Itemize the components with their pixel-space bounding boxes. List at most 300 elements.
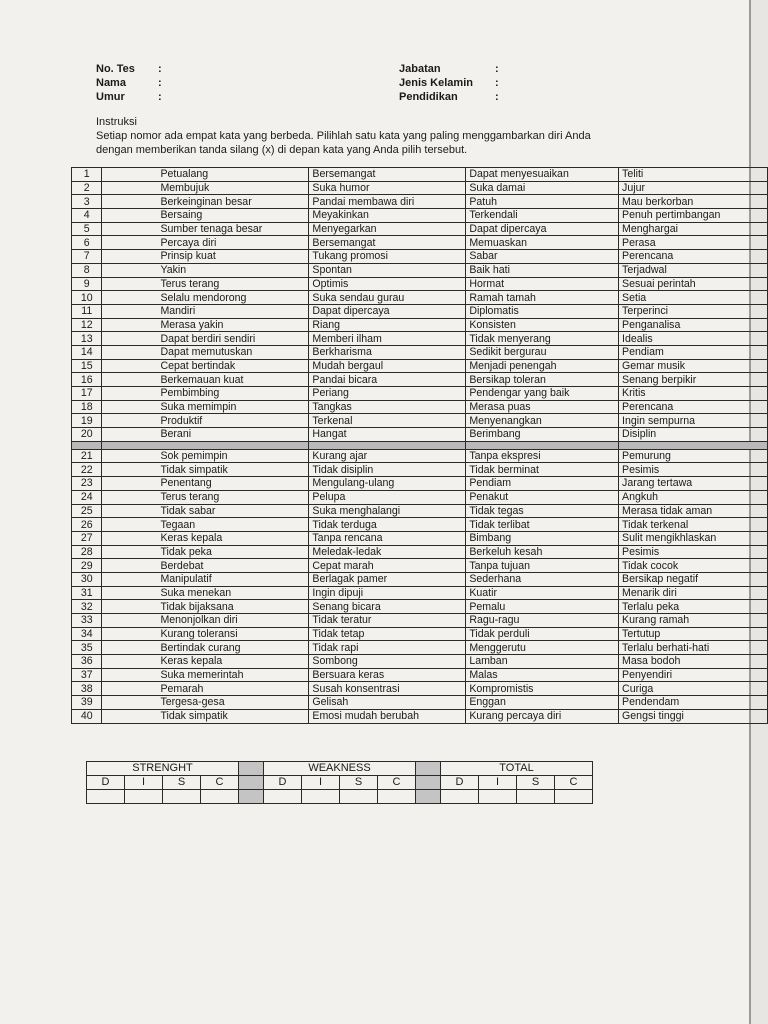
row-number: 13 (72, 332, 102, 346)
word-option-4[interactable]: Teliti (619, 168, 768, 182)
word-option-4[interactable]: Gemar musik (619, 359, 768, 373)
umur-colon: : (158, 91, 162, 103)
word-option-1[interactable]: Prinsip kuat (102, 250, 309, 264)
word-option-2[interactable]: Tangkas (309, 400, 466, 414)
word-option-1[interactable]: Manipulatif (102, 572, 309, 586)
word-option-3[interactable]: Pendiam (466, 477, 619, 491)
weakness-d: D (264, 776, 302, 790)
word-option-4[interactable]: Penyendiri (619, 668, 768, 682)
score-spacer (239, 790, 264, 804)
word-option-3[interactable]: Enggan (466, 696, 619, 710)
word-option-2[interactable]: Bersemangat (309, 168, 466, 182)
instructions-line-2: dengan memberikan tanda silang (x) di depan kata yang Anda pilih tersebut. (96, 144, 468, 156)
word-option-1[interactable]: Produktif (102, 414, 309, 428)
table-row (72, 449, 768, 463)
word-option-3[interactable]: Malas (466, 668, 619, 682)
total-d: D (441, 776, 479, 790)
total-header: TOTAL (441, 762, 593, 776)
table-row (72, 572, 768, 586)
word-option-1[interactable]: Dapat memutuskan (102, 345, 309, 359)
word-option-2[interactable]: Kurang ajar (309, 449, 466, 463)
word-option-4[interactable]: Setia (619, 291, 768, 305)
word-option-4[interactable]: Pesimis (619, 545, 768, 559)
word-option-1[interactable]: Petualang (102, 168, 309, 182)
strength-s: S (163, 776, 201, 790)
word-option-1[interactable]: Tidak peka (102, 545, 309, 559)
score-spacer (239, 762, 264, 776)
row-number: 14 (72, 345, 102, 359)
word-option-3[interactable]: Tidak perduli (466, 627, 619, 641)
word-option-4[interactable]: Menarik diri (619, 586, 768, 600)
total-c-value[interactable] (555, 790, 593, 804)
weakness-s: S (340, 776, 378, 790)
total-c: C (555, 776, 593, 790)
header-left (96, 62, 162, 104)
table-row (72, 600, 768, 614)
disc-word-table (71, 167, 768, 724)
weakness-header: WEAKNESS (264, 762, 416, 776)
table-row (72, 504, 768, 518)
word-option-3[interactable]: Sedikit bergurau (466, 345, 619, 359)
word-option-3[interactable]: Menyenangkan (466, 414, 619, 428)
word-option-2[interactable]: Tukang promosi (309, 250, 466, 264)
instructions (96, 115, 676, 157)
row-number: 7 (72, 250, 102, 264)
word-option-4[interactable]: Menghargai (619, 222, 768, 236)
word-option-2[interactable]: Terkenal (309, 414, 466, 428)
word-option-2[interactable]: Suka sendau gurau (309, 291, 466, 305)
word-option-2[interactable]: Menyegarkan (309, 222, 466, 236)
total-s-value[interactable] (517, 790, 555, 804)
row-number: 12 (72, 318, 102, 332)
word-option-1[interactable]: Terus terang (102, 277, 309, 291)
word-option-1[interactable]: Sok pemimpin (102, 449, 309, 463)
word-option-4[interactable]: Pemurung (619, 449, 768, 463)
weakness-c-value[interactable] (378, 790, 416, 804)
word-option-3[interactable]: Bersikap toleran (466, 373, 619, 387)
row-number: 8 (72, 263, 102, 277)
table-row (72, 463, 768, 477)
word-option-2[interactable]: Tidak tetap (309, 627, 466, 641)
word-option-2[interactable]: Berkharisma (309, 345, 466, 359)
word-option-2[interactable]: Memberi ilham (309, 332, 466, 346)
strength-i-value[interactable] (125, 790, 163, 804)
row-number: 31 (72, 586, 102, 600)
table-row (72, 400, 768, 414)
strength-d: D (87, 776, 125, 790)
table-row (72, 181, 768, 195)
instructions-line-1: Setiap nomor ada empat kata yang berbeda. Pilihlah satu kata yang paling menggambarkan diri Anda (96, 130, 591, 142)
word-option-1[interactable]: Penentang (102, 477, 309, 491)
word-option-4[interactable]: Perasa (619, 236, 768, 250)
word-option-1[interactable]: Kurang toleransi (102, 627, 309, 641)
score-spacer (416, 790, 441, 804)
word-option-2[interactable]: Susah konsentrasi (309, 682, 466, 696)
word-option-3[interactable]: Sabar (466, 250, 619, 264)
row-number: 23 (72, 477, 102, 491)
word-option-4[interactable]: Kurang ramah (619, 614, 768, 628)
word-option-4[interactable]: Perencana (619, 250, 768, 264)
word-option-3[interactable]: Ramah tamah (466, 291, 619, 305)
word-option-2[interactable]: Tidak disiplin (309, 463, 466, 477)
word-option-1[interactable]: Berkeinginan besar (102, 195, 309, 209)
word-option-3[interactable]: Suka damai (466, 181, 619, 195)
word-option-2[interactable]: Tidak terduga (309, 518, 466, 532)
table-row (72, 236, 768, 250)
word-option-2[interactable]: Dapat dipercaya (309, 304, 466, 318)
word-option-3[interactable]: Dapat dipercaya (466, 222, 619, 236)
no-tes-label: No. Tes (96, 63, 135, 75)
total-s: S (517, 776, 555, 790)
table-row (72, 614, 768, 628)
table-row (72, 168, 768, 182)
row-number: 39 (72, 696, 102, 710)
table-row (72, 195, 768, 209)
word-option-4[interactable]: Kritis (619, 387, 768, 401)
score-value-row (87, 790, 593, 804)
word-option-3[interactable]: Berkeluh kesah (466, 545, 619, 559)
word-option-2[interactable]: Pelupa (309, 490, 466, 504)
word-option-4[interactable]: Idealis (619, 332, 768, 346)
word-option-1[interactable]: Tidak bijaksana (102, 600, 309, 614)
word-option-2[interactable]: Spontan (309, 263, 466, 277)
total-i-value[interactable] (479, 790, 517, 804)
row-number: 4 (72, 209, 102, 223)
word-option-1[interactable]: Berdebat (102, 559, 309, 573)
jenis-kelamin-label: Jenis Kelamin (399, 77, 473, 89)
umur-label: Umur (96, 91, 125, 103)
word-option-4[interactable]: Bersikap negatif (619, 572, 768, 586)
instructions-title: Instruksi (96, 116, 137, 128)
row-number: 37 (72, 668, 102, 682)
word-option-1[interactable]: Bersaing (102, 209, 309, 223)
word-option-4[interactable]: Disiplin (619, 428, 768, 442)
word-option-1[interactable]: Percaya diri (102, 236, 309, 250)
row-number: 28 (72, 545, 102, 559)
word-option-1[interactable]: Mandiri (102, 304, 309, 318)
row-number: 18 (72, 400, 102, 414)
weakness-c: C (378, 776, 416, 790)
word-option-4[interactable]: Tidak cocok (619, 559, 768, 573)
separator-cell (309, 441, 466, 449)
word-option-3[interactable]: Penakut (466, 490, 619, 504)
jabatan-colon: : (495, 63, 499, 75)
word-option-3[interactable]: Kurang percaya diri (466, 709, 619, 723)
word-option-4[interactable]: Ingin sempurna (619, 414, 768, 428)
word-option-1[interactable]: Dapat berdiri sendiri (102, 332, 309, 346)
word-option-2[interactable]: Periang (309, 387, 466, 401)
table-row (72, 250, 768, 264)
word-option-3[interactable]: Hormat (466, 277, 619, 291)
word-option-3[interactable]: Ragu-ragu (466, 614, 619, 628)
word-option-2[interactable]: Suka humor (309, 181, 466, 195)
table-row (72, 373, 768, 387)
word-option-4[interactable]: Jarang tertawa (619, 477, 768, 491)
word-option-3[interactable]: Sederhana (466, 572, 619, 586)
word-option-4[interactable]: Pendiam (619, 345, 768, 359)
table-row (72, 709, 768, 723)
word-option-2[interactable]: Cepat marah (309, 559, 466, 573)
row-number: 26 (72, 518, 102, 532)
table-row (72, 641, 768, 655)
total-d-value[interactable] (441, 790, 479, 804)
word-option-2[interactable]: Senang bicara (309, 600, 466, 614)
score-table (86, 761, 593, 804)
weakness-d-value[interactable] (264, 790, 302, 804)
word-option-1[interactable]: Keras kepala (102, 655, 309, 669)
word-option-3[interactable]: Tidak berminat (466, 463, 619, 477)
word-option-2[interactable]: Mengulang-ulang (309, 477, 466, 491)
word-option-2[interactable]: Suka menghalangi (309, 504, 466, 518)
word-option-4[interactable]: Terlalu peka (619, 600, 768, 614)
row-number: 10 (72, 291, 102, 305)
table-row (72, 318, 768, 332)
word-option-3[interactable]: Terkendali (466, 209, 619, 223)
word-option-4[interactable]: Pendendam (619, 696, 768, 710)
row-number: 20 (72, 428, 102, 442)
row-number: 5 (72, 222, 102, 236)
row-number: 16 (72, 373, 102, 387)
strength-c: C (201, 776, 239, 790)
word-option-2[interactable]: Pandai membawa diri (309, 195, 466, 209)
word-option-1[interactable]: Suka memerintah (102, 668, 309, 682)
jabatan-label: Jabatan (399, 63, 441, 75)
word-option-4[interactable]: Tidak terkenal (619, 518, 768, 532)
word-option-4[interactable]: Terperinci (619, 304, 768, 318)
word-option-2[interactable]: Tanpa rencana (309, 531, 466, 545)
word-option-1[interactable]: Tidak simpatik (102, 709, 309, 723)
word-option-2[interactable]: Sombong (309, 655, 466, 669)
nama-label: Nama (96, 77, 126, 89)
word-option-4[interactable]: Merasa tidak aman (619, 504, 768, 518)
table-row (72, 414, 768, 428)
table-row (72, 277, 768, 291)
word-option-4[interactable]: Sulit mengikhlaskan (619, 531, 768, 545)
row-number: 30 (72, 572, 102, 586)
table-row (72, 627, 768, 641)
word-option-4[interactable]: Mau berkorban (619, 195, 768, 209)
table-row (72, 209, 768, 223)
table-row (72, 531, 768, 545)
table-row (72, 332, 768, 346)
word-option-1[interactable]: Yakin (102, 263, 309, 277)
word-option-4[interactable]: Gengsi tinggi (619, 709, 768, 723)
table-row (72, 545, 768, 559)
word-option-2[interactable]: Ingin dipuji (309, 586, 466, 600)
word-option-4[interactable]: Jujur (619, 181, 768, 195)
score-letter-row (87, 776, 593, 790)
word-option-1[interactable]: Bertindak curang (102, 641, 309, 655)
word-option-3[interactable]: Tanpa tujuan (466, 559, 619, 573)
row-number: 35 (72, 641, 102, 655)
row-number: 17 (72, 387, 102, 401)
row-number: 9 (72, 277, 102, 291)
row-number: 33 (72, 614, 102, 628)
word-option-1[interactable]: Pemarah (102, 682, 309, 696)
word-option-2[interactable]: Emosi mudah berubah (309, 709, 466, 723)
word-option-1[interactable]: Suka memimpin (102, 400, 309, 414)
section-separator (72, 441, 768, 449)
score-header-row (87, 762, 593, 776)
strength-d-value[interactable] (87, 790, 125, 804)
separator-cell (619, 441, 768, 449)
word-option-1[interactable]: Membujuk (102, 181, 309, 195)
header-right (399, 62, 499, 104)
row-number: 19 (72, 414, 102, 428)
jenis-kelamin-colon: : (495, 77, 499, 89)
score-spacer (239, 776, 264, 790)
row-number: 22 (72, 463, 102, 477)
word-option-3[interactable]: Patuh (466, 195, 619, 209)
row-number: 2 (72, 181, 102, 195)
word-option-1[interactable]: Tegaan (102, 518, 309, 532)
nama-colon: : (158, 77, 162, 89)
weakness-i-value[interactable] (302, 790, 340, 804)
word-option-3[interactable]: Lamban (466, 655, 619, 669)
row-number: 6 (72, 236, 102, 250)
word-option-3[interactable]: Merasa puas (466, 400, 619, 414)
row-number: 40 (72, 709, 102, 723)
word-option-4[interactable]: Pesimis (619, 463, 768, 477)
row-number: 36 (72, 655, 102, 669)
word-option-2[interactable]: Meyakinkan (309, 209, 466, 223)
word-option-1[interactable]: Sumber tenaga besar (102, 222, 309, 236)
word-option-3[interactable]: Pendengar yang baik (466, 387, 619, 401)
word-option-3[interactable]: Tidak tegas (466, 504, 619, 518)
weakness-s-value[interactable] (340, 790, 378, 804)
separator-cell (102, 441, 309, 449)
row-number: 38 (72, 682, 102, 696)
word-option-3[interactable]: Pemalu (466, 600, 619, 614)
word-option-3[interactable]: Tidak terlibat (466, 518, 619, 532)
word-option-4[interactable]: Terlalu berhati-hati (619, 641, 768, 655)
word-option-3[interactable]: Kompromistis (466, 682, 619, 696)
word-option-4[interactable]: Sesuai perintah (619, 277, 768, 291)
separator-cell (466, 441, 619, 449)
separator-cell (72, 441, 102, 449)
table-row (72, 696, 768, 710)
word-option-2[interactable]: Berlagak pamer (309, 572, 466, 586)
table-row (72, 668, 768, 682)
table-row (72, 387, 768, 401)
table-row (72, 222, 768, 236)
word-option-1[interactable]: Berkemauan kuat (102, 373, 309, 387)
table-row (72, 345, 768, 359)
table-row (72, 477, 768, 491)
word-option-1[interactable]: Tergesa-gesa (102, 696, 309, 710)
table-row (72, 428, 768, 442)
table-row (72, 490, 768, 504)
word-option-3[interactable]: Kuatir (466, 586, 619, 600)
word-option-1[interactable]: Merasa yakin (102, 318, 309, 332)
word-option-3[interactable]: Diplomatis (466, 304, 619, 318)
row-number: 27 (72, 531, 102, 545)
word-option-1[interactable]: Berani (102, 428, 309, 442)
row-number: 34 (72, 627, 102, 641)
strength-header: STRENGHT (87, 762, 239, 776)
no-tes-colon: : (158, 63, 162, 75)
word-option-1[interactable]: Pembimbing (102, 387, 309, 401)
word-option-2[interactable]: Bersemangat (309, 236, 466, 250)
word-option-4[interactable]: Masa bodoh (619, 655, 768, 669)
word-option-2[interactable]: Tidak rapi (309, 641, 466, 655)
word-option-1[interactable]: Terus terang (102, 490, 309, 504)
word-option-4[interactable]: Penuh pertimbangan (619, 209, 768, 223)
word-option-3[interactable]: Menggerutu (466, 641, 619, 655)
table-row (72, 682, 768, 696)
word-option-1[interactable]: Selalu mendorong (102, 291, 309, 305)
table-row (72, 655, 768, 669)
table-row (72, 304, 768, 318)
word-option-4[interactable]: Tertutup (619, 627, 768, 641)
word-option-4[interactable]: Senang berpikir (619, 373, 768, 387)
table-row (72, 263, 768, 277)
word-option-3[interactable]: Tanpa ekspresi (466, 449, 619, 463)
word-option-1[interactable]: Tidak simpatik (102, 463, 309, 477)
word-option-2[interactable]: Mudah bergaul (309, 359, 466, 373)
row-number: 21 (72, 449, 102, 463)
word-option-2[interactable]: Pandai bicara (309, 373, 466, 387)
word-option-3[interactable]: Baik hati (466, 263, 619, 277)
word-option-1[interactable]: Menonjolkan diri (102, 614, 309, 628)
row-number: 1 (72, 168, 102, 182)
word-option-3[interactable]: Berimbang (466, 428, 619, 442)
word-option-2[interactable]: Tidak teratur (309, 614, 466, 628)
strength-s-value[interactable] (163, 790, 201, 804)
word-option-2[interactable]: Optimis (309, 277, 466, 291)
word-option-3[interactable]: Konsisten (466, 318, 619, 332)
pendidikan-colon: : (495, 91, 499, 103)
word-option-3[interactable]: Tidak menyerang (466, 332, 619, 346)
word-option-2[interactable]: Bersuara keras (309, 668, 466, 682)
word-option-4[interactable]: Angkuh (619, 490, 768, 504)
row-number: 24 (72, 490, 102, 504)
word-option-1[interactable]: Tidak sabar (102, 504, 309, 518)
strength-i: I (125, 776, 163, 790)
row-number: 32 (72, 600, 102, 614)
word-option-2[interactable]: Meledak-ledak (309, 545, 466, 559)
word-option-1[interactable]: Suka menekan (102, 586, 309, 600)
pendidikan-label: Pendidikan (399, 91, 458, 103)
word-option-2[interactable]: Gelisah (309, 696, 466, 710)
table-row (72, 518, 768, 532)
table-row (72, 359, 768, 373)
word-option-3[interactable]: Bimbang (466, 531, 619, 545)
total-i: I (479, 776, 517, 790)
word-option-3[interactable]: Menjadi penengah (466, 359, 619, 373)
table-row (72, 586, 768, 600)
strength-c-value[interactable] (201, 790, 239, 804)
word-option-2[interactable]: Riang (309, 318, 466, 332)
word-option-1[interactable]: Keras kepala (102, 531, 309, 545)
score-spacer (416, 762, 441, 776)
word-option-4[interactable]: Curiga (619, 682, 768, 696)
weakness-i: I (302, 776, 340, 790)
word-option-1[interactable]: Cepat bertindak (102, 359, 309, 373)
table-row (72, 291, 768, 305)
row-number: 3 (72, 195, 102, 209)
word-option-4[interactable]: Penganalisa (619, 318, 768, 332)
row-number: 25 (72, 504, 102, 518)
word-option-4[interactable]: Terjadwal (619, 263, 768, 277)
row-number: 29 (72, 559, 102, 573)
table-row (72, 559, 768, 573)
word-option-3[interactable]: Memuaskan (466, 236, 619, 250)
word-option-3[interactable]: Dapat menyesuaikan (466, 168, 619, 182)
word-option-2[interactable]: Hangat (309, 428, 466, 442)
word-option-4[interactable]: Perencana (619, 400, 768, 414)
score-spacer (416, 776, 441, 790)
